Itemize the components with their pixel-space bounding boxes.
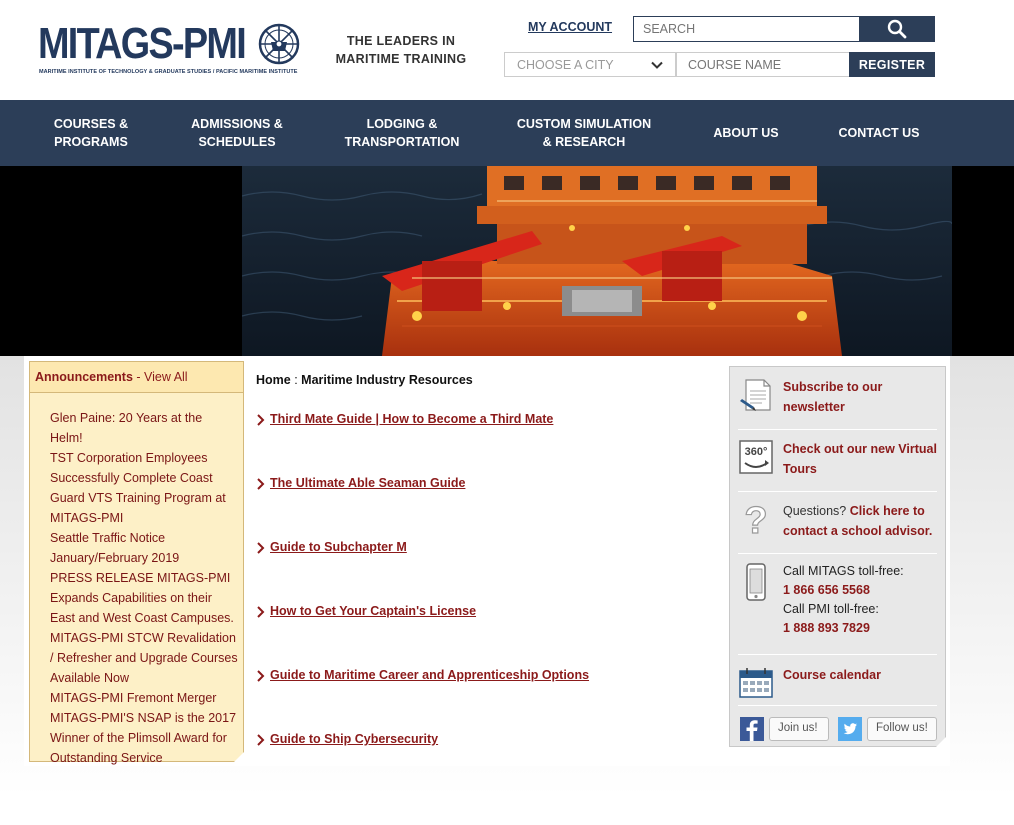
nav-admissions-schedules[interactable]: ADMISSIONS & SCHEDULES (191, 117, 283, 149)
newsletter-row[interactable] (730, 367, 945, 429)
panel-corner-fold (936, 737, 946, 747)
breadcrumb (256, 373, 473, 387)
city-dropdown[interactable] (504, 52, 676, 77)
twitter-icon[interactable] (838, 717, 862, 741)
sidebar-divider (738, 705, 937, 706)
announcement-item[interactable]: PRESS RELEASE MITAGS-PMI Expands Capabilities on their East and West Coast Campuses. (50, 571, 234, 625)
course-calendar-link[interactable]: Course calendar (783, 668, 881, 682)
phone-icon (744, 562, 768, 602)
site-header (0, 0, 1014, 100)
nav-contact-us[interactable]: CONTACT US (838, 126, 920, 140)
svg-text:?: ? (744, 501, 768, 539)
site-logo[interactable] (38, 20, 308, 80)
logo-wordmark: MITAGS-PMI (38, 19, 246, 68)
icon-360-label: 360° (744, 446, 768, 458)
resource-link-subchapter-m[interactable]: Guide to Subchapter M (270, 540, 407, 554)
register-button[interactable]: REGISTER (849, 52, 935, 77)
arrow-bullet-icon (256, 542, 266, 554)
breadcrumb-current: Maritime Industry Resources (301, 373, 473, 387)
phone-details (783, 562, 943, 638)
chevron-down-icon (651, 59, 663, 71)
announcement-item[interactable]: TST Corporation Employees Successfully Complete Coast Guard VTS Training Program at MITAGS-PMI (50, 451, 226, 525)
newsletter-icon (738, 377, 774, 413)
nav-about-us[interactable]: ABOUT US (713, 126, 779, 140)
course-name-input[interactable] (676, 52, 850, 77)
city-dropdown-value: CHOOSE A CITY (517, 58, 614, 72)
nav-courses-programs[interactable]: COURSES & PROGRAMS (53, 117, 129, 149)
facebook-join-button[interactable]: Join us! (769, 717, 829, 741)
nav-custom-simulation[interactable]: CUSTOM SIMULATION & RESEARCH (516, 117, 652, 149)
arrow-bullet-icon (256, 734, 266, 746)
announcement-item[interactable]: Seattle Traffic Notice January/February 2019 (50, 531, 180, 565)
resource-link-cybersecurity[interactable]: Guide to Ship Cybersecurity (270, 732, 439, 746)
announcements-separator: - (132, 370, 145, 384)
breadcrumb-separator: : (290, 373, 302, 387)
resource-link-career-apprenticeship[interactable]: Guide to Maritime Career and Apprenticeship Options (270, 668, 590, 682)
compass-emblem-icon (254, 22, 304, 66)
search-icon (887, 19, 907, 39)
announcements-panel (29, 361, 244, 765)
contact-advisor-link[interactable]: Click here to contact a school advisor. (783, 504, 933, 538)
search-input[interactable] (633, 16, 861, 42)
announcements-view-all-link[interactable]: View All (144, 370, 188, 384)
arrow-bullet-icon (256, 670, 266, 682)
announcements-title: Announcements (35, 370, 133, 384)
my-account-link[interactable]: MY ACCOUNT (528, 20, 613, 34)
facebook-icon[interactable] (740, 717, 764, 741)
calendar-icon (738, 667, 774, 699)
question-icon (738, 501, 774, 539)
resource-link-third-mate[interactable]: Third Mate Guide | How to Become a Third Mate (270, 412, 554, 426)
logo-subtitle: MARITIME INSTITUTE OF TECHNOLOGY & GRADUATE STUDIES / PACIFIC MARITIME INSTITUTE (39, 69, 298, 75)
phone-row (730, 554, 945, 654)
twitter-follow-button[interactable]: Follow us! (867, 717, 937, 741)
arrow-bullet-icon (256, 606, 266, 618)
announcement-item[interactable]: Glen Paine: 20 Years at the Helm! (50, 411, 203, 445)
arrow-bullet-icon (256, 478, 266, 490)
nav-lodging-transportation[interactable]: LODGING & TRANSPORTATION (344, 117, 460, 149)
arrow-bullet-icon (256, 414, 266, 426)
announcement-item[interactable]: MITAGS-PMI STCW Revalidation / Refresher and Upgrade Courses Available Now (50, 631, 238, 685)
call-pmi-label: Call PMI toll-free: (783, 602, 879, 616)
search-button[interactable] (859, 16, 935, 42)
main-navigation (0, 100, 1014, 166)
call-pmi-number[interactable]: 1 888 893 7829 (783, 621, 870, 635)
newsletter-link[interactable]: Subscribe to our newsletter (783, 380, 883, 414)
call-mitags-label: Call MITAGS toll-free: (783, 564, 904, 578)
announcement-item[interactable]: MITAGS-PMI'S NSAP is the 2017 Winner of the Plimsoll Award for Outstanding Service (50, 711, 237, 765)
announcements-list (50, 408, 238, 768)
quick-links-sidebar (729, 366, 946, 747)
resource-link-captains-license[interactable]: How to Get Your Captain's License (270, 604, 477, 618)
questions-row[interactable] (730, 492, 945, 553)
questions-prefix: Questions? (783, 504, 850, 518)
virtual-tours-row[interactable] (730, 430, 945, 491)
questions-text (783, 501, 938, 541)
call-mitags-number[interactable]: 1 866 656 5568 (783, 583, 870, 597)
calendar-row[interactable] (730, 655, 945, 705)
virtual-tour-360-icon (738, 439, 774, 475)
resource-link-able-seaman[interactable]: The Ultimate Able Seaman Guide (270, 476, 466, 490)
virtual-tours-link[interactable]: Check out our new Virtual Tours (783, 442, 937, 476)
hero-banner (0, 166, 1014, 356)
announcement-item[interactable]: MITAGS-PMI Fremont Merger (50, 691, 217, 705)
breadcrumb-home-link[interactable]: Home (256, 373, 291, 387)
hero-ship-image (242, 166, 952, 356)
announcements-header (30, 362, 243, 393)
site-tagline: THE LEADERS IN MARITIME TRAINING (335, 34, 467, 66)
panel-corner-fold (234, 752, 244, 762)
